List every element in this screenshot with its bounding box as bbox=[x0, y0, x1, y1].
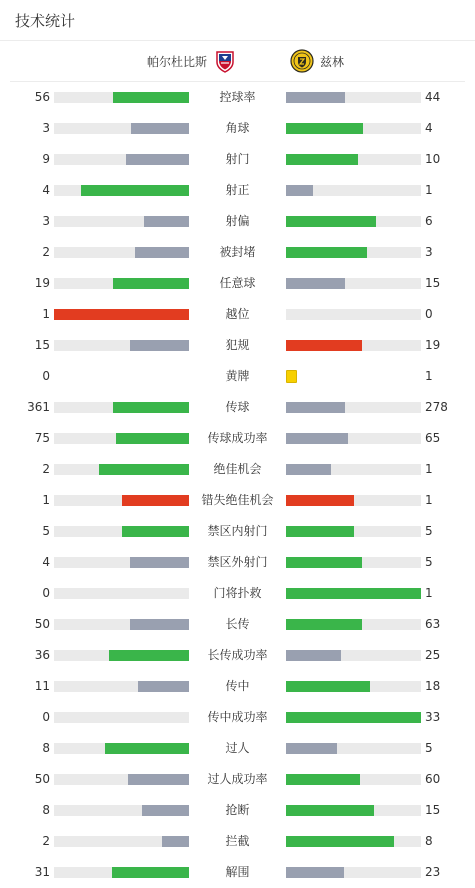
home-stat-bar bbox=[54, 464, 189, 475]
stat-row bbox=[0, 826, 475, 857]
away-stat-bar-fill bbox=[286, 154, 358, 165]
home-stat-bar-fill bbox=[54, 309, 189, 320]
stat-label: 射正 bbox=[225, 183, 250, 197]
home-stat-value: 75 bbox=[34, 431, 50, 445]
stat-row bbox=[0, 299, 475, 330]
home-stat-bar bbox=[54, 557, 189, 568]
away-stat-value: 65 bbox=[425, 431, 441, 445]
away-stat-bar-fill bbox=[286, 247, 367, 258]
home-stat-bar bbox=[54, 185, 189, 196]
home-stat-bar-fill bbox=[144, 216, 189, 227]
home-stat-bar bbox=[54, 340, 189, 351]
stat-label: 射偏 bbox=[225, 214, 250, 228]
away-team[interactable] bbox=[290, 41, 350, 81]
home-stat-bar-fill bbox=[113, 92, 189, 103]
away-stat-bar-fill bbox=[286, 650, 341, 661]
away-stat-bar bbox=[286, 619, 421, 630]
stat-label: 传球成功率 bbox=[207, 431, 268, 445]
away-stat-bar-fill bbox=[286, 619, 362, 630]
home-stat-bar bbox=[54, 433, 189, 444]
stat-label: 任意球 bbox=[219, 276, 256, 290]
home-stat-value: 8 bbox=[42, 803, 50, 817]
stat-row bbox=[0, 113, 475, 144]
away-stat-value: 6 bbox=[425, 214, 433, 228]
away-stat-bar-fill bbox=[286, 836, 394, 847]
stat-label: 禁区内射门 bbox=[207, 524, 268, 538]
home-stat-value: 3 bbox=[42, 214, 50, 228]
stat-label: 长传 bbox=[225, 617, 250, 631]
home-stat-value: 361 bbox=[27, 400, 50, 414]
home-stat-bar-fill bbox=[99, 464, 189, 475]
stat-row bbox=[0, 237, 475, 268]
away-stat-bar-fill bbox=[286, 185, 313, 196]
home-stat-bar-fill bbox=[113, 402, 189, 413]
stat-row bbox=[0, 609, 475, 640]
away-stat-value: 33 bbox=[425, 710, 441, 724]
away-stat-value: 1 bbox=[425, 183, 433, 197]
away-stat-value: 5 bbox=[425, 524, 433, 538]
home-stat-bar-fill bbox=[112, 867, 189, 878]
away-stat-bar-fill bbox=[286, 588, 421, 599]
home-stat-value: 2 bbox=[42, 245, 50, 259]
away-stat-bar bbox=[286, 774, 421, 785]
stat-label: 传中成功率 bbox=[207, 710, 268, 724]
away-stat-value: 4 bbox=[425, 121, 433, 135]
teams-bar bbox=[10, 41, 465, 82]
page-header bbox=[0, 0, 475, 41]
away-stat-bar bbox=[286, 278, 421, 289]
away-stat-value: 0 bbox=[425, 307, 433, 321]
away-team-name: 兹林 bbox=[320, 54, 345, 69]
away-stat-bar-fill bbox=[286, 123, 363, 134]
away-stat-bar bbox=[286, 123, 421, 134]
away-stat-bar-fill bbox=[286, 92, 345, 103]
home-stat-bar bbox=[54, 92, 189, 103]
home-stat-bar bbox=[54, 309, 189, 320]
away-stat-bar-fill bbox=[286, 433, 348, 444]
home-stat-bar bbox=[54, 619, 189, 630]
stat-row bbox=[0, 640, 475, 671]
home-stat-bar bbox=[54, 743, 189, 754]
stat-row bbox=[0, 795, 475, 826]
stat-row bbox=[0, 733, 475, 764]
home-stat-value: 3 bbox=[42, 121, 50, 135]
away-stat-bar-fill bbox=[286, 774, 360, 785]
home-stat-bar bbox=[54, 774, 189, 785]
away-stat-bar bbox=[286, 92, 421, 103]
home-stat-value: 11 bbox=[34, 679, 50, 693]
away-stat-value: 1 bbox=[425, 493, 433, 507]
away-stat-bar bbox=[286, 464, 421, 475]
home-stat-value: 9 bbox=[42, 152, 50, 166]
away-stat-bar bbox=[286, 805, 421, 816]
home-stat-bar bbox=[54, 650, 189, 661]
home-stat-bar-fill bbox=[113, 278, 189, 289]
away-stat-bar-fill bbox=[286, 495, 354, 506]
away-stat-bar bbox=[286, 340, 421, 351]
home-stat-bar bbox=[54, 805, 189, 816]
stat-row bbox=[0, 547, 475, 578]
away-stat-bar bbox=[286, 650, 421, 661]
stat-label: 角球 bbox=[225, 121, 250, 135]
stat-label: 射门 bbox=[225, 152, 250, 166]
home-team-name: 帕尔杜比斯 bbox=[146, 54, 207, 69]
away-stat-bar-fill bbox=[286, 216, 376, 227]
away-stat-bar-fill bbox=[286, 681, 370, 692]
zlin-crest-icon bbox=[290, 49, 314, 73]
away-stat-bar-fill bbox=[286, 402, 345, 413]
away-stat-bar-fill bbox=[286, 464, 331, 475]
home-stat-bar bbox=[54, 402, 189, 413]
away-stat-value: 1 bbox=[425, 462, 433, 476]
stat-row bbox=[0, 330, 475, 361]
home-stat-value: 50 bbox=[34, 617, 50, 631]
stat-label: 控球率 bbox=[219, 90, 256, 104]
home-stat-value: 8 bbox=[42, 741, 50, 755]
home-stat-bar-fill bbox=[126, 154, 189, 165]
away-stat-bar-fill bbox=[286, 743, 337, 754]
away-stat-bar bbox=[286, 185, 421, 196]
home-stat-value: 0 bbox=[42, 586, 50, 600]
home-stat-bar bbox=[54, 123, 189, 134]
stat-label: 抢断 bbox=[225, 803, 250, 817]
away-stat-value: 19 bbox=[425, 338, 441, 352]
away-stat-bar-fill bbox=[286, 557, 362, 568]
home-stat-value: 4 bbox=[42, 183, 50, 197]
away-stat-value: 8 bbox=[425, 834, 433, 848]
home-stat-bar-fill bbox=[81, 185, 189, 196]
home-stat-bar bbox=[54, 278, 189, 289]
away-stat-bar bbox=[286, 681, 421, 692]
home-stat-bar-fill bbox=[130, 619, 189, 630]
home-stat-value: 50 bbox=[34, 772, 50, 786]
home-team[interactable] bbox=[141, 41, 237, 81]
away-stat-bar bbox=[286, 712, 421, 723]
away-stat-value: 3 bbox=[425, 245, 433, 259]
home-stat-value: 2 bbox=[42, 462, 50, 476]
home-stat-bar bbox=[54, 526, 189, 537]
home-stat-value: 1 bbox=[42, 493, 50, 507]
away-stat-bar-fill bbox=[286, 712, 421, 723]
away-stat-value: 23 bbox=[425, 865, 441, 879]
away-stat-bar bbox=[286, 867, 421, 878]
away-stat-value: 44 bbox=[425, 90, 441, 104]
home-stat-bar bbox=[54, 247, 189, 258]
home-stat-bar-fill bbox=[135, 247, 189, 258]
home-stat-bar bbox=[54, 588, 189, 599]
home-stat-bar-fill bbox=[116, 433, 189, 444]
stat-label: 过人 bbox=[225, 741, 250, 755]
away-stat-bar bbox=[286, 433, 421, 444]
home-stat-value: 15 bbox=[34, 338, 50, 352]
home-stat-bar bbox=[54, 154, 189, 165]
home-stat-bar-fill bbox=[128, 774, 189, 785]
stat-row bbox=[0, 485, 475, 516]
home-stat-value: 19 bbox=[34, 276, 50, 290]
home-stat-value: 56 bbox=[34, 90, 50, 104]
home-stat-bar bbox=[54, 216, 189, 227]
away-stat-bar bbox=[286, 743, 421, 754]
stat-label: 越位 bbox=[225, 307, 250, 321]
stat-label: 绝佳机会 bbox=[213, 462, 262, 476]
away-stat-value: 5 bbox=[425, 555, 433, 569]
away-stat-value: 278 bbox=[425, 400, 448, 414]
away-stat-value: 15 bbox=[425, 803, 441, 817]
home-stat-bar-fill bbox=[122, 526, 190, 537]
home-stat-bar bbox=[54, 712, 189, 723]
away-stat-value: 63 bbox=[425, 617, 441, 631]
home-stat-value: 4 bbox=[42, 555, 50, 569]
away-stat-bar bbox=[286, 557, 421, 568]
away-stat-value: 60 bbox=[425, 772, 441, 786]
away-stat-bar bbox=[286, 309, 421, 320]
stat-row bbox=[0, 268, 475, 299]
home-stat-bar-fill bbox=[131, 123, 189, 134]
home-stat-value: 1 bbox=[42, 307, 50, 321]
home-stat-value: 36 bbox=[34, 648, 50, 662]
home-stat-bar-fill bbox=[142, 805, 189, 816]
away-stat-bar bbox=[286, 402, 421, 413]
away-stat-value: 5 bbox=[425, 741, 433, 755]
stat-label: 传球 bbox=[225, 400, 250, 414]
stat-label: 被封堵 bbox=[219, 245, 256, 259]
away-stat-value: 10 bbox=[425, 152, 441, 166]
away-stat-bar bbox=[286, 836, 421, 847]
stat-row bbox=[0, 764, 475, 795]
away-stat-bar bbox=[286, 588, 421, 599]
home-stat-value: 5 bbox=[42, 524, 50, 538]
home-stat-bar-fill bbox=[130, 340, 189, 351]
stat-row bbox=[0, 516, 475, 547]
stat-label: 黄牌 bbox=[225, 369, 250, 383]
away-stat-value: 25 bbox=[425, 648, 441, 662]
stat-row bbox=[0, 857, 475, 888]
home-stat-bar bbox=[54, 495, 189, 506]
away-stat-bar-fill bbox=[286, 867, 344, 878]
stat-row bbox=[0, 175, 475, 206]
away-stat-bar-fill bbox=[286, 340, 362, 351]
stat-label: 过人成功率 bbox=[207, 772, 268, 786]
home-stat-bar-fill bbox=[122, 495, 190, 506]
home-stat-bar-fill bbox=[109, 650, 189, 661]
stat-row bbox=[0, 671, 475, 702]
stat-row bbox=[0, 702, 475, 733]
stat-label: 禁区外射门 bbox=[207, 555, 268, 569]
home-stat-bar bbox=[54, 836, 189, 847]
stat-row bbox=[0, 82, 475, 113]
stat-label: 解围 bbox=[225, 865, 250, 879]
stat-row bbox=[0, 454, 475, 485]
home-stat-value: 0 bbox=[42, 369, 50, 383]
stat-label: 门将扑救 bbox=[213, 586, 262, 600]
away-stat-bar bbox=[286, 526, 421, 537]
home-stat-bar bbox=[54, 867, 189, 878]
stat-label: 拦截 bbox=[225, 834, 250, 848]
away-stat-value: 18 bbox=[425, 679, 441, 693]
stat-label: 传中 bbox=[225, 679, 250, 693]
away-stat-bar-fill bbox=[286, 805, 374, 816]
stat-row bbox=[0, 392, 475, 423]
away-stat-bar-fill bbox=[286, 278, 345, 289]
stat-row bbox=[0, 423, 475, 454]
yellow-card-icon bbox=[286, 370, 297, 383]
away-stat-bar bbox=[286, 216, 421, 227]
stat-label: 长传成功率 bbox=[207, 648, 268, 662]
page-title: 技术统计 bbox=[15, 11, 76, 30]
away-stat-bar bbox=[286, 154, 421, 165]
away-stat-value: 15 bbox=[425, 276, 441, 290]
home-stat-bar bbox=[54, 681, 189, 692]
home-stat-value: 2 bbox=[42, 834, 50, 848]
stat-row bbox=[0, 578, 475, 609]
home-stat-bar-fill bbox=[105, 743, 189, 754]
home-stat-bar-fill bbox=[130, 557, 189, 568]
stat-row bbox=[0, 144, 475, 175]
stat-row bbox=[0, 206, 475, 237]
pardubice-crest-icon bbox=[213, 49, 237, 73]
stat-label: 犯规 bbox=[225, 338, 250, 352]
away-stat-bar-fill bbox=[286, 526, 354, 537]
away-stat-bar bbox=[286, 495, 421, 506]
home-stat-value: 31 bbox=[34, 865, 50, 879]
home-stat-bar-fill bbox=[162, 836, 189, 847]
away-stat-value: 1 bbox=[425, 586, 433, 600]
away-stat-value: 1 bbox=[425, 369, 433, 383]
home-stat-bar-fill bbox=[138, 681, 189, 692]
home-stat-value: 0 bbox=[42, 710, 50, 724]
away-stat-bar bbox=[286, 247, 421, 258]
stat-label: 错失绝佳机会 bbox=[201, 493, 274, 507]
stat-row bbox=[0, 361, 475, 392]
